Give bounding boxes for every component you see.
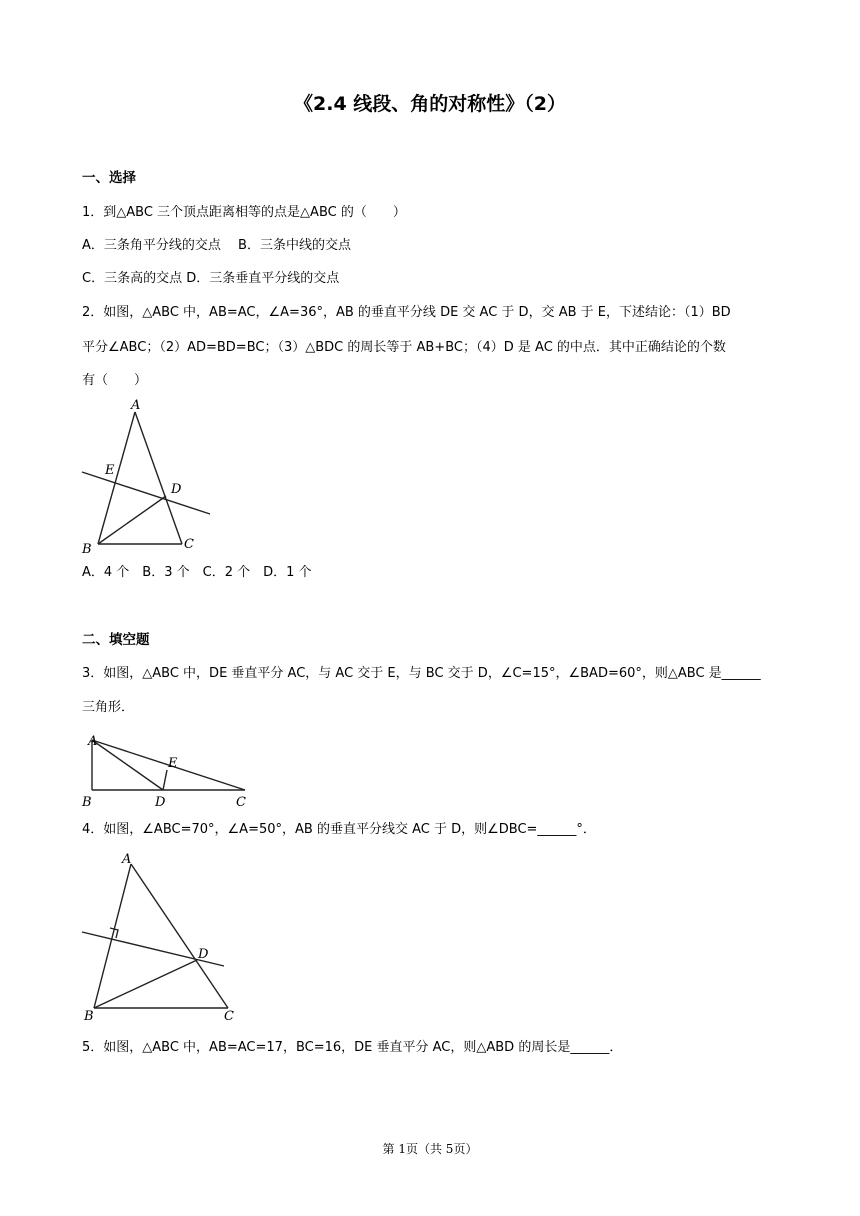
- q2-label-d: D: [171, 482, 182, 497]
- q3-label-d: D: [155, 795, 166, 810]
- q4-side-ac: [131, 864, 228, 1008]
- q1-options-cd: C．三条高的交点 D．三条垂直平分线的交点: [82, 271, 340, 286]
- q2-bisector-de: [82, 472, 210, 514]
- q4-triangle-figure: [78, 850, 244, 1028]
- q2-label-c: C: [184, 537, 194, 552]
- q3-stem-line1: 3．如图，△ABC 中，DE 垂直平分 AC，与 AC 交于 E，与 BC 交于 D，∠C=15°，∠BAD=60°，则△ABC 是______: [82, 666, 761, 681]
- q2-stem-line2: 平分∠ABC；（2）AD=BD=BC；（3）△BDC 的周长等于 AB+BC；（4）D 是 AC 的中点．其中正确结论的个数: [82, 340, 726, 355]
- q4-segment-bd: [94, 960, 197, 1008]
- q2-label-a: A: [131, 398, 141, 413]
- q4-label-d: D: [198, 947, 209, 962]
- q4-label-a: A: [122, 852, 132, 867]
- q2-label-e: E: [105, 463, 115, 478]
- page-footer: 第 1页（共 5页）: [382, 1142, 478, 1156]
- q4-label-b: B: [84, 1009, 94, 1024]
- section-choice-heading: 一、选择: [82, 170, 136, 186]
- q3-label-c: C: [236, 795, 246, 810]
- q3-triangle-figure: [80, 730, 252, 810]
- q4-stem: 4．如图，∠ABC=70°，∠A=50°，AB 的垂直平分线交 AC 于 D，则∠DBC=______°．: [82, 822, 596, 837]
- q3-segment-de: [163, 770, 167, 790]
- q5-stem: 5．如图，△ABC 中，AB=AC=17，BC=16，DE 垂直平分 AC，则△ABD 的周长是______．: [82, 1040, 623, 1055]
- q2-options: A．4 个 B．3 个 C．2 个 D．1 个: [82, 565, 312, 580]
- q3-label-a: A: [88, 734, 98, 749]
- q2-side-ac: [135, 412, 182, 544]
- q4-label-c: C: [224, 1009, 234, 1024]
- q2-side-ab: [98, 412, 135, 544]
- q1-options-ab: A．三条角平分线的交点 B．三条中线的交点: [82, 238, 351, 253]
- q1-stem: 1．到△ABC 三个顶点距离相等的点是△ABC 的（ ）: [82, 205, 406, 220]
- q3-stem-line2: 三角形．: [82, 700, 135, 715]
- q3-segment-ad: [92, 740, 163, 790]
- q2-stem-line3: 有（ ）: [82, 373, 148, 388]
- q2-label-b: B: [82, 542, 92, 556]
- q2-stem-line1: 2．如图，△ABC 中，AB=AC，∠A=36°，AB 的垂直平分线 DE 交 AC 于 D，交 AB 于 E，下述结论：（1）BD: [82, 305, 731, 320]
- q3-label-e: E: [168, 756, 178, 771]
- q2-triangle-figure: [78, 396, 218, 556]
- q4-right-angle-mark: [110, 928, 118, 938]
- page-title: 《2.4 线段、角的对称性》（2）: [294, 93, 566, 115]
- section-fill-heading: 二、填空题: [82, 632, 150, 648]
- q3-label-b: B: [82, 795, 92, 810]
- q2-segment-bd: [98, 496, 166, 544]
